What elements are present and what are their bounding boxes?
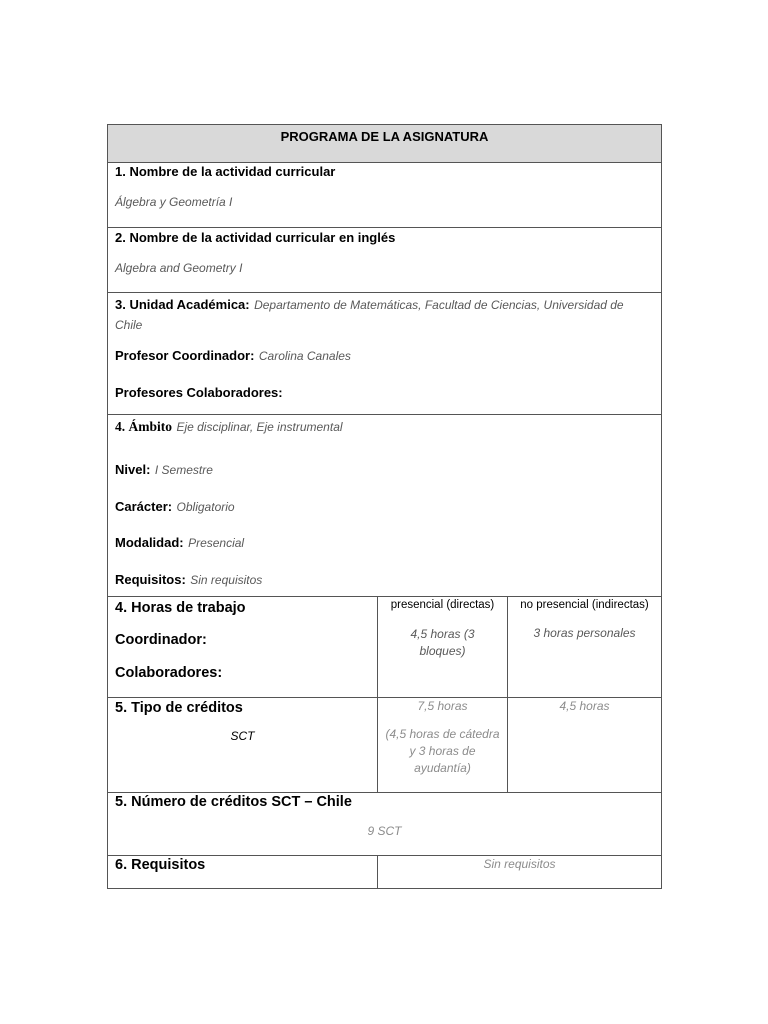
- credit-hours-total: 7,5 horas: [417, 699, 468, 713]
- remote-header: no presencial (indirectas): [520, 599, 649, 611]
- in-person-value: 4,5 horas (3 bloques): [410, 627, 475, 658]
- modality-line: [115, 534, 654, 552]
- level-line: [115, 461, 654, 479]
- collaborators-line: [115, 384, 654, 402]
- level-label: Nivel:: [115, 462, 151, 477]
- work-hours-label: 4. Horas de trabajo: [115, 600, 246, 616]
- requisites-label-cell: [108, 856, 378, 889]
- credit-type-label: 5. Tipo de créditos: [115, 700, 243, 716]
- level-value: I Semestre: [154, 463, 213, 477]
- coordinator-hours-label: Coordinador:: [115, 632, 207, 648]
- requirements-label: Requisitos:: [115, 572, 186, 587]
- scope-label: 4. Ámbito: [115, 419, 172, 434]
- activity-name-value: Álgebra y Geometría I: [115, 195, 233, 209]
- section-academic-unit: [108, 293, 662, 415]
- remote-hours-cell: [508, 597, 662, 698]
- credit-number-label: 5. Número de créditos SCT – Chile: [115, 794, 352, 810]
- section-activity-name: [108, 163, 662, 228]
- activity-name-label: 1. Nombre de la actividad curricular: [115, 164, 336, 179]
- requirements-value: Sin requisitos: [190, 573, 263, 587]
- in-person-hours-cell: [378, 597, 508, 698]
- academic-unit-value: Departamento de Matemáticas, Facultad de Ciencias, Universidad de Chile: [115, 298, 624, 332]
- credit-hours-detail: (4,5 horas de cátedra y 3 horas de ayudantía): [385, 727, 500, 775]
- work-hours-cell: [108, 597, 378, 698]
- activity-name-english-value: Algebra and Geometry I: [115, 261, 243, 275]
- requisites-label: 6. Requisitos: [115, 857, 206, 873]
- collaborators-label: Profesores Colaboradores:: [115, 385, 283, 400]
- collaborators-hours-label: Colaboradores:: [115, 665, 223, 681]
- coordinator-value: Carolina Canales: [258, 349, 351, 363]
- credit-type-value: SCT: [230, 729, 255, 743]
- requisites-value: Sin requisitos: [483, 857, 556, 871]
- activity-name-english-label: 2. Nombre de la actividad curricular en inglés: [115, 230, 396, 245]
- scope-line: [115, 418, 654, 436]
- requisites-value-cell: [378, 856, 662, 889]
- character-label: Carácter:: [115, 499, 173, 514]
- credit-hours-cell: [378, 698, 508, 793]
- credit-type-cell: [108, 698, 378, 793]
- character-line: [115, 498, 654, 516]
- scope-value: Eje disciplinar, Eje instrumental: [176, 420, 343, 434]
- credit-remote-hours-cell: [508, 698, 662, 793]
- in-person-header: presencial (directas): [390, 599, 495, 611]
- credit-remote-hours: 4,5 horas: [559, 699, 610, 713]
- credit-number-value: 9 SCT: [367, 824, 402, 838]
- academic-unit-label: 3. Unidad Académica:: [115, 297, 250, 312]
- section-activity-name-english: [108, 228, 662, 293]
- remote-value: 3 horas personales: [533, 626, 636, 640]
- academic-unit-line: [115, 295, 654, 335]
- credit-number-cell: [108, 793, 662, 856]
- modality-value: Presencial: [188, 536, 245, 550]
- character-value: Obligatorio: [176, 500, 235, 514]
- section-scope: [108, 415, 662, 597]
- coordinator-label: Profesor Coordinador:: [115, 348, 255, 363]
- modality-label: Modalidad:: [115, 535, 184, 550]
- requirements-line: [115, 571, 654, 589]
- program-table: [107, 124, 662, 889]
- program-title: PROGRAMA DE LA ASIGNATURA: [108, 125, 662, 163]
- coordinator-line: [115, 347, 654, 365]
